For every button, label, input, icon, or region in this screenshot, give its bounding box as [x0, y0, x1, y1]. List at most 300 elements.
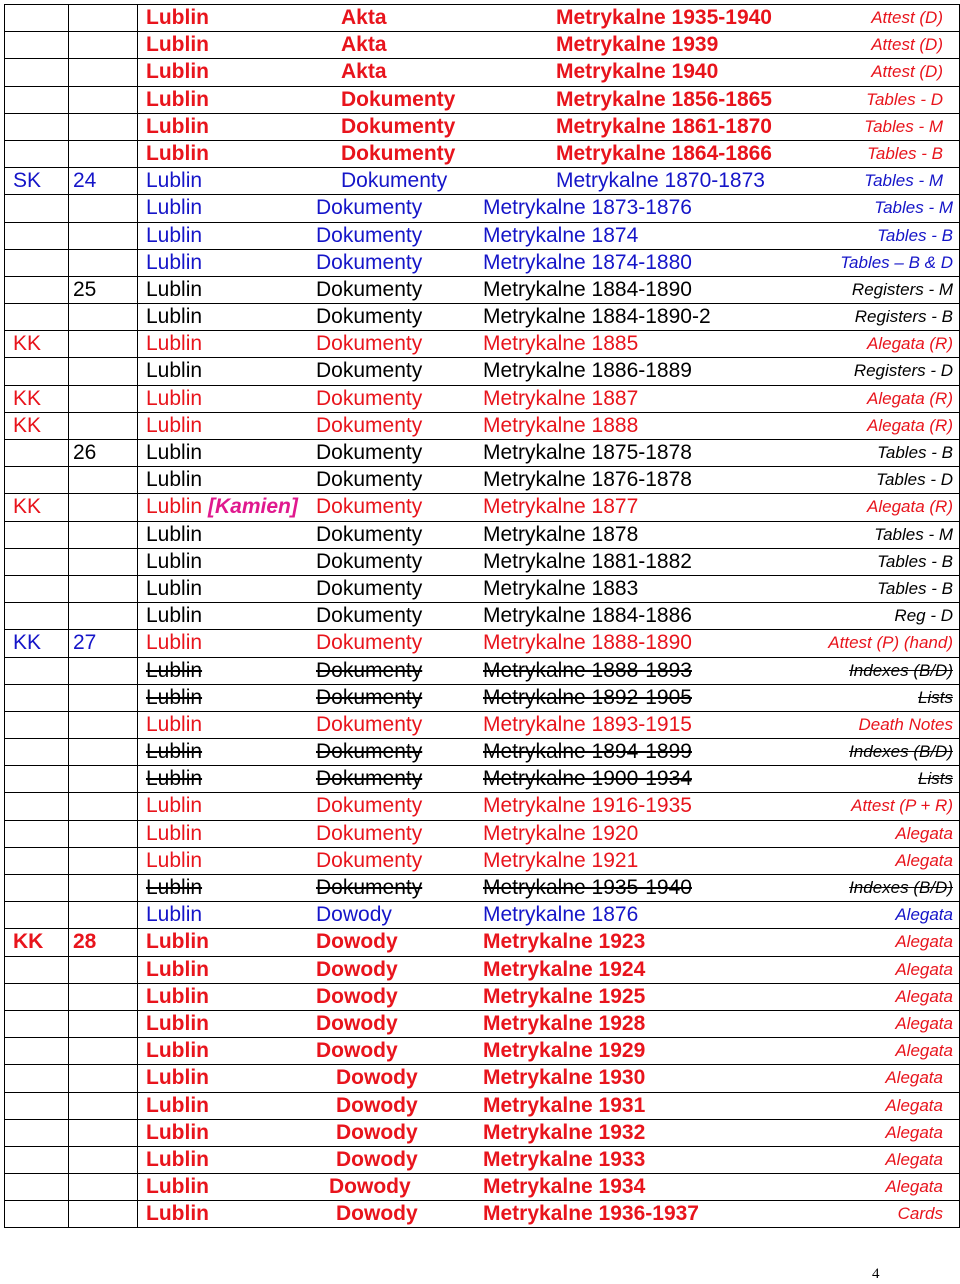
record-years: Metrykalne 1924	[483, 957, 646, 981]
record-note: Alegata	[885, 1149, 943, 1169]
record-note: Attest (D)	[871, 62, 943, 82]
archive-code	[5, 1201, 69, 1227]
record-note: Reg - D	[894, 606, 953, 626]
record-details	[138, 1038, 960, 1064]
table-row	[5, 658, 960, 685]
record-note: Tables - B	[877, 443, 953, 462]
city-name: Lublin	[146, 712, 203, 736]
record-details	[138, 250, 960, 276]
record-details	[138, 440, 960, 466]
record-years: Metrykalne 1935-1940	[556, 6, 772, 29]
archive-code	[5, 766, 69, 792]
record-years: Metrykalne 1874-1880	[483, 250, 692, 274]
record-years: Metrykalne 1876-1878	[483, 468, 692, 492]
record-details	[138, 957, 960, 983]
table-row	[5, 223, 960, 250]
table-row	[5, 630, 960, 657]
record-number	[69, 59, 138, 85]
record-note: Alegata	[895, 850, 953, 870]
city-name: Lublin	[146, 984, 209, 1008]
city-name: Lublin	[146, 33, 209, 57]
record-type: Dowody	[336, 1147, 418, 1171]
record-years: Metrykalne 1864-1866	[556, 141, 772, 165]
record-note: Tables - M	[864, 116, 943, 136]
record-type: Dokumenty	[316, 604, 423, 628]
table-row	[5, 1120, 960, 1147]
record-years: Metrykalne 1888	[483, 413, 639, 437]
table-row	[5, 848, 960, 875]
archive-code	[5, 685, 69, 711]
city-name: Lublin	[146, 658, 203, 682]
archive-code	[5, 1147, 69, 1173]
record-details	[138, 902, 960, 928]
record-note: Attest (P) (hand)	[828, 633, 953, 653]
record-type: Dokumenty	[316, 522, 423, 546]
city-name: Lublin	[146, 1039, 209, 1063]
table-row	[5, 549, 960, 576]
record-years: Metrykalne 1929	[483, 1039, 646, 1063]
record-note: Tables - D	[876, 470, 953, 490]
record-type: Dokumenty	[341, 169, 448, 193]
city-name: Lublin	[146, 631, 203, 655]
record-years: Metrykalne 1873-1876	[483, 196, 692, 220]
record-type: Dokumenty	[316, 277, 423, 301]
record-years: Metrykalne 1900-1934	[483, 767, 692, 791]
table-row	[5, 902, 960, 929]
table-row	[5, 467, 960, 494]
record-note: Tables - B	[877, 225, 953, 245]
archive-code	[5, 522, 69, 548]
archive-code	[5, 141, 69, 167]
city-name: Lublin	[146, 767, 203, 791]
city-name: Lublin	[146, 141, 209, 165]
record-number	[69, 984, 138, 1010]
record-note: Alegata	[895, 986, 953, 1006]
record-type: Akta	[341, 6, 387, 29]
table-row	[5, 1201, 960, 1228]
record-details	[138, 358, 960, 384]
table-row	[5, 440, 960, 467]
record-number	[69, 1065, 138, 1091]
record-type: Dokumenty	[316, 631, 423, 655]
archive-code: KK	[5, 630, 69, 656]
archive-code: KK	[5, 494, 69, 520]
record-years: Metrykalne 1934	[483, 1175, 646, 1199]
archive-code: KK	[5, 929, 69, 955]
city-name: Lublin	[146, 1120, 209, 1144]
record-years: Metrykalne 1916-1935	[483, 794, 692, 818]
record-details	[138, 386, 960, 412]
record-details	[138, 331, 960, 357]
record-type: Dokumenty	[316, 876, 423, 899]
table-row	[5, 685, 960, 712]
record-years: Metrykalne 1921	[483, 848, 639, 872]
record-type: Dowody	[316, 930, 398, 954]
record-number	[69, 821, 138, 847]
city-name: Lublin	[146, 468, 203, 492]
record-number	[69, 957, 138, 983]
table-row	[5, 32, 960, 59]
record-type: Dokumenty	[316, 386, 423, 410]
record-type: Dokumenty	[316, 441, 423, 464]
archive-code	[5, 304, 69, 330]
record-type: Dokumenty	[316, 658, 423, 682]
record-type: Dokumenty	[316, 712, 423, 736]
record-details	[138, 87, 960, 113]
record-details	[138, 603, 960, 629]
record-details	[138, 195, 960, 221]
table-row	[5, 168, 960, 195]
record-years: Metrykalne 1856-1865	[556, 87, 772, 111]
record-details	[138, 522, 960, 548]
record-note: Alegata	[895, 932, 953, 952]
archive-code	[5, 87, 69, 113]
record-type: Dokumenty	[316, 767, 423, 791]
record-type: Dowody	[316, 903, 392, 927]
record-details	[138, 1174, 960, 1200]
city-name: Lublin	[146, 604, 203, 628]
city-name: Lublin	[146, 740, 203, 764]
record-type: Dokumenty	[316, 332, 423, 356]
record-number	[69, 250, 138, 276]
record-number	[69, 793, 138, 819]
archive-code	[5, 984, 69, 1010]
archive-code	[5, 739, 69, 765]
record-number: 26	[69, 440, 138, 466]
record-note: Registers - D	[853, 361, 953, 381]
table-row	[5, 1065, 960, 1092]
record-years: Metrykalne 1893-1915	[483, 712, 692, 736]
record-years: Metrykalne 1884-1890	[483, 277, 692, 301]
archive-code	[5, 793, 69, 819]
record-number	[69, 1038, 138, 1064]
record-details	[138, 1011, 960, 1037]
archive-code	[5, 59, 69, 85]
record-note: Tables – B & D	[840, 252, 953, 272]
record-type: Dowody	[336, 1120, 418, 1144]
record-number	[69, 1147, 138, 1173]
record-details	[138, 1201, 960, 1227]
table-row	[5, 87, 960, 114]
city-name: Lublin	[146, 277, 203, 301]
record-details	[138, 494, 960, 520]
record-note: Alegata (R)	[867, 497, 953, 517]
archive-code: KK	[5, 413, 69, 439]
record-number	[69, 576, 138, 602]
archive-code	[5, 440, 69, 466]
record-note: Alegata (R)	[867, 415, 953, 435]
record-details	[138, 5, 960, 31]
record-details	[138, 1093, 960, 1119]
city-name: Lublin	[146, 305, 203, 329]
table-row	[5, 957, 960, 984]
city-name: Lublin	[146, 250, 203, 274]
city-name: Lublin	[146, 848, 203, 872]
record-years: Metrykalne 1881-1882	[483, 549, 692, 573]
record-years: Metrykalne 1892-1905	[483, 685, 692, 709]
record-years: Metrykalne 1928	[483, 1011, 646, 1035]
record-number	[69, 902, 138, 928]
record-number	[69, 141, 138, 167]
record-note: Tables - B	[877, 578, 953, 598]
record-number	[69, 1201, 138, 1227]
record-note: Alegata	[895, 1041, 953, 1061]
archive-code	[5, 712, 69, 738]
archive-code: KK	[5, 331, 69, 357]
city-name: Lublin	[146, 359, 203, 383]
table-row	[5, 413, 960, 440]
record-years: Metrykalne 1888-1893	[483, 658, 692, 682]
archive-code	[5, 1120, 69, 1146]
record-years: Metrykalne 1920	[483, 821, 639, 845]
record-years: Metrykalne 1878	[483, 522, 639, 546]
archive-code	[5, 32, 69, 58]
record-details	[138, 304, 960, 330]
archive-code	[5, 576, 69, 602]
table-row	[5, 739, 960, 766]
record-number	[69, 766, 138, 792]
record-years: Metrykalne 1888-1890	[483, 631, 692, 655]
table-row	[5, 522, 960, 549]
record-years: Metrykalne 1876	[483, 903, 639, 927]
record-type: Dokumenty	[316, 413, 423, 437]
city-name: Lublin	[146, 1093, 209, 1117]
record-note: Alegata	[885, 1177, 943, 1197]
record-number	[69, 522, 138, 548]
table-row	[5, 304, 960, 331]
record-number	[69, 1011, 138, 1037]
record-years: Metrykalne 1875-1878	[483, 441, 692, 464]
record-years: Metrykalne 1877	[483, 495, 639, 519]
table-row	[5, 766, 960, 793]
archive-code	[5, 957, 69, 983]
table-row	[5, 5, 960, 32]
record-type: Dowody	[316, 1039, 398, 1063]
record-note: Alegata	[895, 905, 953, 925]
archive-code	[5, 467, 69, 493]
record-years: Metrykalne 1931	[483, 1093, 646, 1117]
record-note: Alegata	[885, 1095, 943, 1115]
archive-code	[5, 1093, 69, 1119]
record-number	[69, 494, 138, 520]
table-row	[5, 59, 960, 86]
archive-code	[5, 1065, 69, 1091]
record-years: Metrykalne 1935-1940	[483, 876, 692, 899]
record-number	[69, 658, 138, 684]
record-type: Dowody	[329, 1175, 411, 1199]
records-table	[4, 4, 960, 1228]
record-years: Metrykalne 1884-1886	[483, 604, 692, 628]
city-name: Lublin	[146, 223, 203, 247]
city-name: Lublin	[146, 576, 203, 600]
record-note: Alegata	[885, 1122, 943, 1142]
record-type: Dowody	[336, 1093, 418, 1117]
record-note: Lists	[918, 769, 953, 789]
record-note: Alegata	[885, 1068, 943, 1088]
record-type: Dowody	[316, 984, 398, 1008]
city-name: Lublin	[146, 6, 209, 29]
record-years: Metrykalne 1870-1873	[556, 169, 765, 193]
record-years: Metrykalne 1933	[483, 1147, 646, 1171]
record-note: Registers - B	[854, 307, 953, 327]
record-years: Metrykalne 1932	[483, 1120, 646, 1144]
archive-code	[5, 1174, 69, 1200]
table-row	[5, 1038, 960, 1065]
record-note: Death Notes	[858, 714, 953, 734]
record-years: Metrykalne 1874	[483, 223, 639, 247]
record-details	[138, 875, 960, 901]
record-details	[138, 168, 960, 194]
record-type: Dokumenty	[316, 794, 423, 818]
record-number: 24	[69, 168, 138, 194]
archive-code	[5, 549, 69, 575]
place-annotation: [Kamien]	[208, 495, 298, 519]
archive-code	[5, 358, 69, 384]
record-details	[138, 739, 960, 765]
table-row	[5, 712, 960, 739]
city-name: Lublin	[146, 87, 209, 111]
record-note: Attest (D)	[871, 35, 943, 55]
record-number	[69, 739, 138, 765]
city-name: Lublin	[146, 794, 203, 818]
record-number	[69, 87, 138, 113]
record-years: Metrykalne 1894-1899	[483, 740, 692, 764]
record-years: Metrykalne 1885	[483, 332, 639, 356]
record-years: Metrykalne 1940	[556, 60, 719, 84]
record-note: Indexes (B/D)	[849, 660, 953, 680]
archive-code	[5, 875, 69, 901]
table-row	[5, 1147, 960, 1174]
table-row	[5, 1011, 960, 1038]
record-details	[138, 766, 960, 792]
city-name: Lublin	[146, 413, 203, 437]
record-details	[138, 32, 960, 58]
archive-code: SK	[5, 168, 69, 194]
record-details	[138, 413, 960, 439]
record-note: Attest (P + R)	[851, 796, 953, 816]
record-type: Dokumenty	[316, 196, 423, 220]
record-details	[138, 929, 960, 955]
record-type: Dokumenty	[316, 359, 423, 383]
record-details	[138, 1147, 960, 1173]
record-note: Alegata (R)	[867, 388, 953, 408]
record-number	[69, 195, 138, 221]
record-type: Dokumenty	[316, 576, 423, 600]
record-type: Dowody	[316, 957, 398, 981]
record-type: Dokumenty	[316, 495, 423, 519]
record-number	[69, 875, 138, 901]
record-years: Metrykalne 1936-1937	[483, 1202, 699, 1226]
record-number	[69, 603, 138, 629]
table-row	[5, 576, 960, 603]
record-type: Dokumenty	[316, 223, 423, 247]
table-row	[5, 195, 960, 222]
table-row	[5, 793, 960, 820]
record-number	[69, 331, 138, 357]
record-type: Dokumenty	[316, 740, 423, 764]
record-details	[138, 223, 960, 249]
archive-code	[5, 658, 69, 684]
record-details	[138, 984, 960, 1010]
record-details	[138, 848, 960, 874]
city-name: Lublin	[146, 386, 203, 410]
record-details	[138, 114, 960, 140]
archive-code	[5, 5, 69, 31]
record-type: Dokumenty	[341, 87, 456, 111]
archive-code	[5, 1038, 69, 1064]
record-years: Metrykalne 1861-1870	[556, 114, 772, 138]
archive-code	[5, 250, 69, 276]
record-details	[138, 1065, 960, 1091]
city-name: Lublin	[146, 957, 209, 981]
city-name: Lublin	[146, 196, 203, 220]
record-number	[69, 114, 138, 140]
record-number: 25	[69, 277, 138, 303]
record-type: Dokumenty	[316, 468, 423, 492]
city-name: Lublin	[146, 903, 203, 927]
record-note: Attest (D)	[871, 8, 943, 27]
record-years: Metrykalne 1925	[483, 984, 646, 1008]
record-details	[138, 1120, 960, 1146]
record-details	[138, 685, 960, 711]
record-type: Dokumenty	[316, 305, 423, 329]
city-name: Lublin	[146, 60, 209, 84]
city-name: Lublin	[146, 1066, 209, 1090]
record-years: Metrykalne 1930	[483, 1066, 646, 1090]
record-type: Dowody	[336, 1202, 418, 1226]
record-type: Dokumenty	[316, 848, 423, 872]
archive-code: KK	[5, 386, 69, 412]
city-name: Lublin	[146, 876, 203, 899]
record-note: Tables - B	[867, 143, 943, 163]
city-name: Lublin	[146, 685, 203, 709]
city-name: Lublin	[146, 549, 203, 573]
table-row	[5, 1093, 960, 1120]
record-number	[69, 386, 138, 412]
record-number	[69, 467, 138, 493]
record-details	[138, 793, 960, 819]
archive-code	[5, 902, 69, 928]
record-years: Metrykalne 1939	[556, 33, 719, 57]
record-years: Metrykalne 1883	[483, 576, 639, 600]
table-row	[5, 250, 960, 277]
record-number	[69, 304, 138, 330]
record-number	[69, 223, 138, 249]
city-name: Lublin	[146, 1202, 209, 1226]
record-type: Dokumenty	[316, 549, 423, 573]
table-row	[5, 277, 960, 304]
record-note: Alegata (R)	[867, 334, 953, 354]
record-type: Dokumenty	[341, 114, 456, 138]
table-row	[5, 929, 960, 956]
record-type: Dowody	[316, 1011, 398, 1035]
record-number	[69, 549, 138, 575]
record-type: Dokumenty	[341, 141, 456, 165]
record-number	[69, 1120, 138, 1146]
record-note: Indexes (B/D)	[849, 878, 953, 897]
record-number	[69, 5, 138, 31]
table-row	[5, 141, 960, 168]
record-years: Metrykalne 1923	[483, 930, 646, 954]
city-name: Lublin	[146, 930, 209, 954]
table-row	[5, 494, 960, 521]
record-note: Tables - B	[877, 551, 953, 571]
record-years: Metrykalne 1887	[483, 386, 639, 410]
record-details	[138, 141, 960, 167]
city-name: Lublin	[146, 495, 203, 519]
table-row	[5, 386, 960, 413]
record-note: Tables - M	[864, 171, 943, 191]
